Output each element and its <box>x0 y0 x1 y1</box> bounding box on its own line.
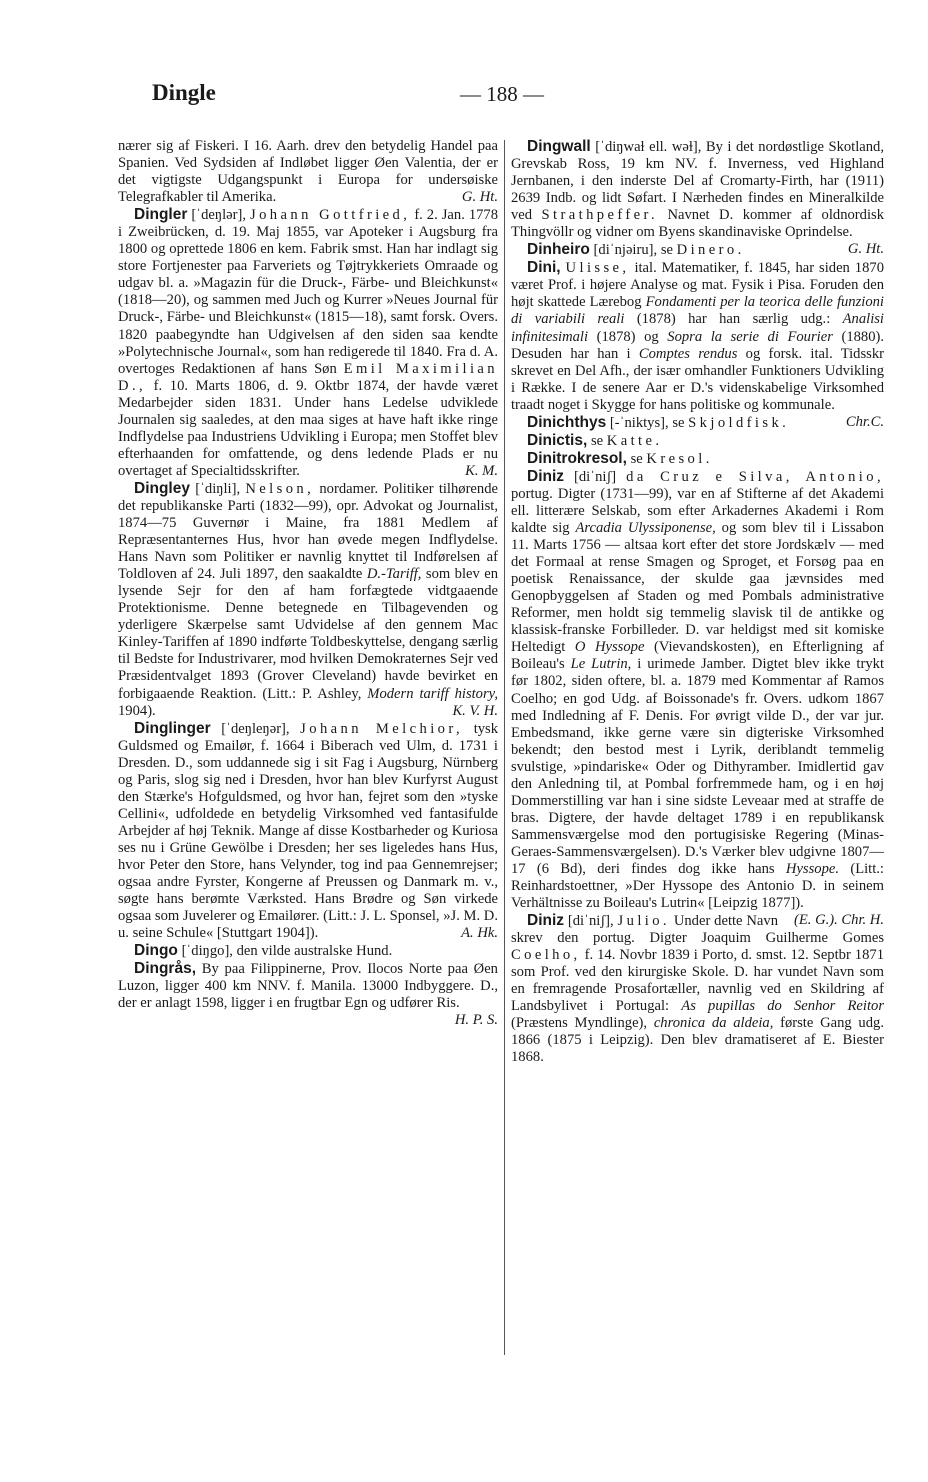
entry-text: i urimede Jamber. Digtet blev ikke trykt før 1802, siden oftere, bl. a. 1879 med Kommentar af Ramos Coelho; en god Udg. af Boissonade's fr. Overs. udkom 1867 med Indledning af F. Denis. For øvrigt vilde D., der var jur. Embedsmand, ikke gerne være sin digteriske Virksomhed bekendt; den bestod mest i Lyrik, deriblandt temmelig svulstige, »pindariske« Oder og Dithyramber. Imidlertid gav den Anledning til, at Pombal forfremmede ham, og i en høj Dommerstilling var han i sine sidste Leveaar med at straffe de bras. Digtere, der havde deltaget 1789 i en republikansk Sammensværgelse mod den portugisiske Regering (Minas-Geraes-Sammensværgelsen). D.'s Værker blev udgivne 1807—17 (6 Bd), deri findes dog ikke hans <box>511 656 885 877</box>
place-name: Strathpeffer. <box>541 207 659 224</box>
pronunciation: [-ˈniktys], <box>609 414 669 431</box>
page-number: — 188 — <box>460 82 544 106</box>
entry-text: By paa Filippinerne, Prov. Ilocos Norte paa Øen Luzon, ligger 400 km NNV. f. Manila. 13000 Indbyggere. D., der er anlagt 1598, ligger i en frugtbar Egn og udfører Ris. <box>118 961 498 1012</box>
author-signature: Chr.C. <box>845 413 884 430</box>
person-name: Nelson, <box>245 480 315 497</box>
entry-dingo <box>118 942 498 960</box>
headword: Dingwall <box>527 138 591 155</box>
entry-text: (1880). Desuden har han i <box>511 328 885 362</box>
entry-text: (1878) har han særlig udg.: <box>636 311 831 328</box>
pronunciation: [diˈniʃ] <box>574 468 617 485</box>
entry-dinichthys <box>511 414 884 432</box>
entry-text: O Hyssope <box>574 639 645 656</box>
entry-text: ital. Matematiker, f. 1845, har siden 1870 været Prof. i højere Analyse og mat. Fysik i Pisa. Foruden den højt skattede Lærebog <box>511 260 884 311</box>
headword: Dinichthys <box>527 413 607 431</box>
running-head-title: Dingle <box>152 80 216 105</box>
entry-dinheiro <box>511 241 884 259</box>
pronunciation: [diˈniʃ], <box>567 913 614 930</box>
entry-text: f. 14. Novbr 1839 i Porto, d. smst. 12. Septbr 1871 som Prof. ved den kirurgiske Skole. D. har vundet Navn som en fremragende Prosafortæller, navnlig ved en Skildring af Landsbylivet i Portugal: <box>511 947 884 1015</box>
entry-text: Modern tariff history, <box>367 685 498 702</box>
column-divider <box>504 140 505 1355</box>
headword: Dinglinger <box>134 719 211 737</box>
person-name: Ulisse, <box>565 260 630 277</box>
entry-text: D.-Tariff, <box>366 566 422 583</box>
entry-text: se <box>590 432 604 449</box>
page-header <box>152 80 852 114</box>
entry-dingler <box>118 206 498 480</box>
person-name: da Cruz e Silva, Antonio, <box>626 468 884 485</box>
entry-text: (1878) og <box>596 328 659 345</box>
entry-text: se <box>630 450 643 467</box>
entry-text: 1904). <box>118 702 156 719</box>
entry-text: As pupillas do Senhor Reitor <box>681 998 884 1015</box>
headword: Dingrås, <box>134 960 197 978</box>
person-name: Johann Melchior, <box>300 720 464 737</box>
author-signature: G. Ht. <box>461 189 498 206</box>
headword: Dinictis, <box>527 431 588 449</box>
entry-text: (Præstens Myndlinge), <box>511 1015 648 1032</box>
entry-dingley <box>118 480 498 720</box>
headword: Dingler <box>134 206 188 224</box>
person-name: Coelho, <box>511 947 581 964</box>
pronunciation: [ˈdiŋgo], <box>181 943 233 960</box>
person-name: Julio. <box>617 913 670 930</box>
cross-reference: Dinero. <box>676 242 745 259</box>
pronunciation: [ˈdeŋlər], <box>191 207 247 224</box>
entry-diniz-julio <box>511 912 884 1066</box>
entry-text: tysk Guldsmed og Emailør, f. 1664 i Biberach ved Ulm, d. 1731 i Dresden. D., som uddannede sig i sit Fag i Augsburg, Nürnberg og Paris, slog sig ned i Dresden, hvor han blev Kurfyrst August den Stærke's Hofguldsmed, og hvor han, fejret som den »tyske Cellini«, udfoldede en betydelig Virksomhed ved fantasifulde Arbejder af høj Teknik. Mange af disse Kostbarheder og Kuriosa ses nu i Grüne Gewölbe i Dresden; her ses ligeledes hans Hus, hvor Peter den Store, hans Velynder, tog ind paa Gennemrejser; ogsaa andre Fyrster, Kongerne af Preussen og Danmark m. v., søgte hans berømte Værksted. Hans Brødre og Søn virkede ogsaa som Juvelerer og Emailører. (Litt.: J. L. Sponsel, »J. M. D. u. seine Schule« [Stuttgart 1904]). <box>118 720 499 942</box>
entry-text: nærer sig af Fiskeri. I 16. Aarh. drev den betydelig Handel paa Spanien. Ved Sydsiden af Indløbet ligger Øen Valentia, der er det vigtigste Udgangspunkt i Europa for undersøiske Telegrafkabler til Amerika. <box>118 138 498 206</box>
entry-text: som blev en lysende Sejr for den af ham forfægtede vidtgaaende Protektionisme. Denne betegnede en Tilbagevenden og yderligere Skærpelse samt Udvidelse af den gennem Mac Kinley-Tariffen af 1890 indførte Toldbeskyttelse, dengang særlig til Bedste for Industrivarer, mod hvilken Demokraternes Sejr ved Præsidentvalget 1893 (Grover Cleveland) havde bevirket en forbigaaende Reaktion. (Litt.: P. Ashley, <box>118 566 498 702</box>
entry-dingras <box>118 960 498 1029</box>
pronunciation: [ˈdeŋleŋər], <box>221 720 290 737</box>
entry-text: Under dette Navn skrev den portug. Digter Joaquim Guilherme Gomes <box>511 913 884 947</box>
left-column <box>118 138 498 1029</box>
entry-text: portug. Digter (1731—99), var en af Stifterne af det Akademi ell. litterære Selskab, som efter Arkadernes Akademi i Rom kaldte sig <box>511 485 884 537</box>
entry-dinitrokresol <box>511 450 884 468</box>
entry-text: Navnet D. kommer af oldnordisk Thingvöllr og vidner om Byens skandinaviske Oprindelse. <box>511 207 884 241</box>
headword: Dinitrokresol, <box>527 449 627 467</box>
entry-text: og som blev til i Lissabon 11. Marts 1756 — altsaa kort efter det store Jordskælv — med det Formaal at rense Smagen og Sproget, et Forsøg paa en poetisk Renaissance, der skulde gaa jævnsides med Genopbyggelsen af Staden og med Pombals administrative Reformer, men holdt sig temmelig slavisk til de antikke og klassisk-franske Forbilleder. D. var heldigst med sit komiske Heltedigt <box>511 520 885 656</box>
author-signature: G. Ht. <box>847 241 884 258</box>
headword: Diniz <box>527 467 565 485</box>
headword: Dinheiro <box>527 241 590 259</box>
headword: Dingley <box>134 479 190 497</box>
person-name: Johann Gottfried, <box>250 207 411 224</box>
entry-text: Comptes rendus <box>638 345 738 362</box>
entry-text: Analisi infinitesimali <box>511 311 884 345</box>
pronunciation: [ˈdiŋwaɫ ell. wəɫ], <box>595 139 702 155</box>
headword: Dini, <box>527 259 561 277</box>
entry-text: Arcadia Ulyssiponense, <box>575 520 716 537</box>
entry-text: (Litt.: Reinhardstoettner, »Der Hyssope des Antonio D. in seinem Verhältnisse zu Boileau's Lutrin« [Leipzig 1877]). <box>511 860 884 912</box>
entry-text: og forsk. ital. Tidsskr skrevet en Del Afh., der især omhandler Funktioners Udvikling i Række. I de senere Aar er D.'s videnskabelige Virksomhed traadt noget i Skygge for hans politiske og kommunale. <box>511 345 884 413</box>
headword: Diniz <box>527 912 565 930</box>
entry-text: (Vievandskosten), en Efterligning af Boileau's <box>511 639 884 673</box>
entry-text: chronica da aldeia, <box>653 1015 774 1032</box>
entry-text: se <box>672 414 685 431</box>
entry-text: f. 10. Marts 1806, d. 9. Oktbr 1874, der havde været Medarbejder siden 1831. Under hans Ledelse udviklede Journalen sig saaledes, at den maa siges at have haft ikke ringe Indflydelse paa Industriens Udvikling i Europa; men Stoffet blev efterhaanden for omfattende, og dens ledende Plads er nu overtaget af Specialtidsskrifter. <box>118 377 498 479</box>
cross-reference: Katte. <box>606 432 663 449</box>
entry-dinictis <box>511 432 884 450</box>
pronunciation: [diˈnjəiru], <box>593 242 658 259</box>
pronunciation: [ˈdiŋli], <box>195 480 241 497</box>
entry-text: første Gang udg. 1866 (1875 i Leipzig). Den blev dramatiseret af E. Biester 1868. <box>511 1015 884 1066</box>
headword: Dingo <box>134 942 178 960</box>
entry-text: Sopra la serie di Fourier <box>667 328 833 345</box>
entry-text: den vilde australske Hund. <box>236 943 393 960</box>
entry-text: nordamer. Politiker tilhørende det republikanske Parti (1832—99), opr. Advokat og Journalist, 1874—75 Guvernør i Maine, fra 1881 Medlem af Repræsentanternes Hus, hvor han øvede megen Indflydelse. Hans Navn som Politiker er navnlig knyttet til Indførelsen af Toldloven af 24. Juli 1897, den saakaldte <box>118 480 498 583</box>
entry-text: Hyssope. <box>785 860 840 877</box>
entry-text: By i det nordøstlige Skotland, Grevskab Ross, 19 km NV. f. Inverness, ved Highland Jernbanen, i den inderste Del af Cromarty-Firth, har (1911) 2639 Indb. og lidt Søfart. I Nærheden findes en Mineralkilde ved <box>511 139 884 224</box>
entry-text: f. 2. Jan. 1778 i Zweibrücken, d. 19. Maj 1855, var Apoteker i Augsburg fra 1800 og oprettede 1806 en kem. Fabrik smst. Han har indlagt sig store Fortjenester paa Farveriets og Tøjtrykkeriets Omraade og udgav bl. a. »Magazin für die Druck-, Färbe- und Bleichkunst« (1818—20), og sammen med Juch og Kurrer »Neues Journal für Druck-, Färbe- und Bleichkunst« (1815—18), samt forsk. Overs. 1820 paabegyndte han Udgivelsen af den siden saa kendte »Polytechnische Journal«, som han redigerede til 1840. Fra d. A. overtoges Redaktionen af hans Søn <box>118 207 499 377</box>
author-signature: K. V. H. <box>452 702 498 719</box>
entry-dinglinger <box>118 720 498 943</box>
entry-text: se <box>660 242 673 259</box>
entry-text: Le Lutrin, <box>570 656 632 673</box>
right-column <box>511 138 884 1067</box>
author-signature: K. M. <box>465 462 498 479</box>
person-name: Emil Maximilian D., <box>118 360 498 394</box>
cross-reference: Kresol. <box>646 450 713 467</box>
author-signature: H. P. S. <box>454 1012 498 1029</box>
author-signature: (E. G.). Chr. H. <box>794 912 884 929</box>
author-signature: A. Hk. <box>461 925 498 942</box>
entry-dingle-continuation <box>118 138 498 206</box>
cross-reference: Skjoldfisk. <box>688 414 790 431</box>
entry-text: Fondamenti per la teorica delle funzioni di variabili reali <box>511 294 884 328</box>
